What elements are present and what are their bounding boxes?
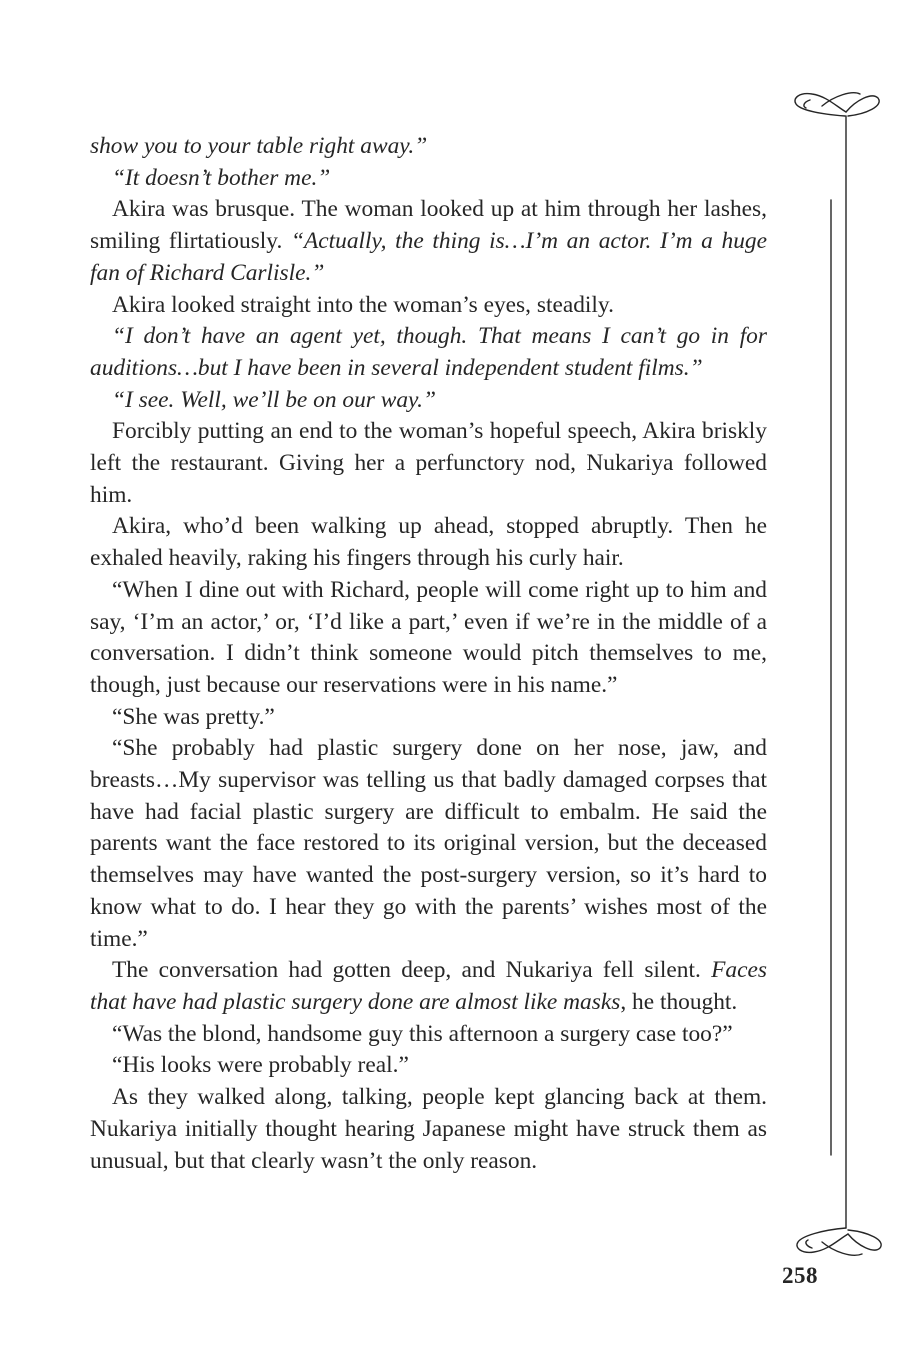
italic-text: “It doesn’t bother me.” [112,164,331,191]
top-flourish-icon [795,93,879,116]
italic-text: “I don’t have an agent yet, though. That means I can’t go in for auditions…but I have been in several independent student films.” [90,323,767,381]
text-run: As they walked along, talking, people kept glancing back at them. Nukariya initially thought hearing Japanese might have struck them as unusual, but that clearly wasn’t the only reason. [90,1084,767,1174]
paragraph [90,321,767,384]
text-run: Forcibly putting an end to the woman’s hopeful speech, Akira briskly left the restaurant. Giving her a perfunctory nod, Nukariya followed him. [90,418,767,508]
paragraph [90,1050,767,1082]
bottom-flourish-icon [797,1228,881,1255]
paragraph [90,194,767,289]
text-run: Akira looked straight into the woman’s eyes, steadily. [112,291,614,318]
paragraph [90,733,767,955]
paragraph [90,575,767,702]
text-run: The conversation had gotten deep, and Nukariya fell silent. [112,957,712,984]
text-run: “Was the blond, handsome guy this afternoon a surgery case too?” [112,1020,733,1047]
text-run: Akira was brusque. The woman looked up at him through her lashes, smiling flirtatiously. [90,196,767,255]
italic-text: show you to your table right away.” [90,133,428,159]
paragraph [90,163,767,195]
italic-text: “I see. Well, we’ll be on our way.” [112,386,436,413]
paragraph [90,385,767,417]
paragraph [90,416,767,511]
page-number: 258 [782,1263,818,1288]
paragraph [90,955,767,1018]
paragraph [90,702,767,734]
paragraph [90,1019,767,1051]
italic-text: “Actually, the thing is…I’m an actor. I’m a huge fan of Richard Carlisle.” [90,228,767,286]
paragraph [90,1082,767,1177]
text-run: “She was pretty.” [112,703,275,730]
text-run: Akira, who’d been walking up ahead, stopped abruptly. Then he exhaled heavily, raking his fingers through his curly hair. [90,513,767,572]
text-run: “When I dine out with Richard, people will come right up to him and say, ‘I’m an actor,’ or, ‘I’d like a part,’ even if we’re in the middle of a conversation. I didn’t think someone would pitch themselves to me, though, just because our reservations were in his name.” [90,576,767,698]
paragraph [90,131,767,163]
page-body-text [90,131,767,1177]
paragraph [90,290,767,322]
text-run: “His looks were probably real.” [112,1052,409,1079]
text-run: “She probably had plastic surgery done on her nose, jaw, and breasts…My supervisor was telling us that badly damaged corpses that have had facial plastic surgery are difficult to embalm. He said the parents want the face restored to its original version, but the deceased themselves may have wanted the post-surgery version, so it’s hard to know what to do. I hear they go with the parents’ wishes most of the time.” [90,735,767,952]
text-run: , he thought. [620,988,738,1015]
paragraph [90,511,767,574]
italic-text: Faces that have had plastic surgery done are almost like masks [90,957,767,1015]
